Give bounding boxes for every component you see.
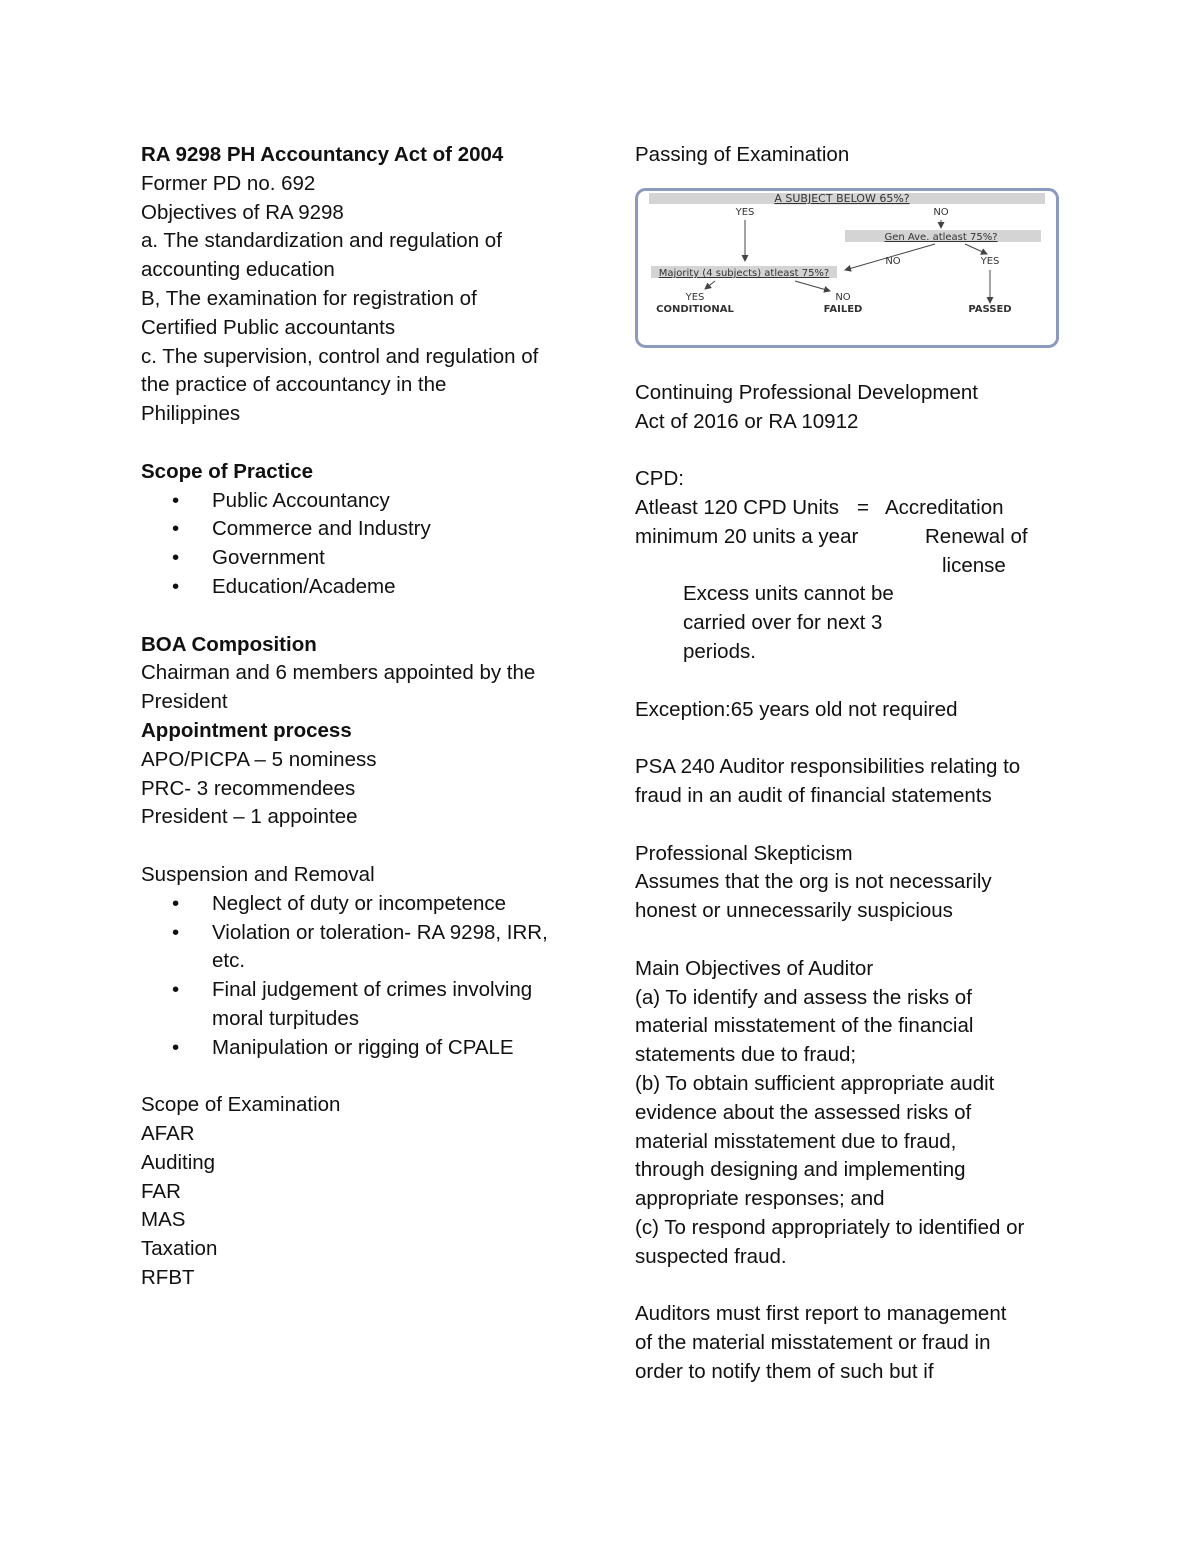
doc-title: RA 9298 PH Accountancy Act of 2004 [141,143,504,166]
q1-text: A SUBJECT BELOW 65%? [774,191,910,205]
list-item: • Education/Academe [141,573,581,602]
psa-line-2: fraud in an audit of financial statements [635,783,992,807]
outcome-failed: FAILED [823,303,863,315]
exam-subject: FAR [141,1179,181,1203]
list-item: • Neglect of duty or incompetence [141,890,581,919]
list-item: • Manipulation or rigging of CPALE [141,1034,581,1063]
skepticism-heading: Professional Skepticism [635,841,853,865]
q3-yes: YES [685,291,705,303]
appointment-item: PRC- 3 recommendees [141,776,356,800]
cpd-accreditation: Accreditation [885,495,1004,519]
flowchart-svg [635,188,1059,348]
exception-text: Exception:65 years old not required [635,697,958,721]
q2-text: Gen Ave. atleast 75%? [884,231,998,243]
cpd-renewal-1: Renewal of [925,524,1028,548]
psa-line-1: PSA 240 Auditor responsibilities relating to [635,755,1021,779]
scope-practice-list [141,487,581,602]
list-item: • Commerce and Industry [141,515,581,544]
cpd-excess-note: Excess units cannot be carried over for next 3 periods. [683,582,894,663]
q3-text: Majority (4 subjects) atleast 75%? [658,267,830,279]
cpd-equals: = [857,495,869,519]
suspension-heading: Suspension and Removal [141,862,375,886]
scope-practice-heading: Scope of Practice [141,459,314,483]
objective-b: B, The examination for registration of Certified Public accountants [141,286,477,339]
cpd-row-units [635,494,1075,523]
main-objectives-text: (a) To identify and assess the risks of material misstatement of the financial statements due to fraud; (b) To obtain sufficient appropriate audit evidence about the assessed risks of material misstatement due to fraud, through designing and implementing appropriate responses; and (c) To respond appropriately to identified or suspected fraud. [635,985,1025,1268]
exam-subject: MAS [141,1208,186,1232]
list-item: • Government [141,544,581,573]
exam-subject: AFAR [141,1122,195,1146]
q3-no: NO [835,291,851,303]
skepticism-line-1: Assumes that the org is not necessarily [635,870,992,894]
q2-no: NO [885,255,901,267]
scope-exam-heading: Scope of Examination [141,1093,341,1117]
objective-a: a. The standardization and regulation of accounting education [141,229,502,282]
objective-c: c. The supervision, control and regulation of the practice of accountancy in the Philippines [141,344,539,426]
exam-subject: RFBT [141,1266,195,1290]
suspension-list [141,890,581,1063]
outcome-passed: PASSED [968,303,1012,315]
cpd-act-2: Act of 2016 or RA 10912 [635,409,859,433]
q1-no: NO [933,206,949,218]
exam-subject: Auditing [141,1150,216,1174]
boa-text-2: President [141,690,228,714]
skepticism-line-2: honest or unnecessarily suspicious [635,899,953,923]
left-column [141,141,581,1293]
exam-subject: Taxation [141,1237,218,1261]
cpd-row-license [635,552,1075,581]
right-column [635,141,1075,1387]
appointment-item: President – 1 appointee [141,805,358,829]
appointment-heading: Appointment process [141,718,352,742]
former-pd: Former PD no. 692 [141,171,316,195]
cpd-row-min [635,523,1075,552]
cpd-label: CPD: [635,467,684,491]
boa-heading: BOA Composition [141,632,317,656]
auditors-report-text: Auditors must first report to management of the material misstatement or fraud in order to notify them of such but if [635,1302,1007,1383]
outcome-conditional: CONDITIONAL [656,303,734,315]
main-objectives-heading: Main Objectives of Auditor [635,956,874,980]
objectives-heading: Objectives of RA 9298 [141,200,344,224]
passing-flowchart [635,188,1059,348]
q1-yes: YES [735,206,755,218]
cpd-act-1: Continuing Professional Development [635,380,979,404]
passing-heading: Passing of Examination [635,143,850,166]
appointment-item: APO/PICPA – 5 nominess [141,747,377,771]
boa-text-1: Chairman and 6 members appointed by the [141,661,536,685]
list-item: • Final judgement of crimes involving moral turpitudes [141,976,581,1034]
list-item: • Public Accountancy [141,487,581,516]
cpd-units: Atleast 120 CPD Units [635,495,839,519]
cpd-min: minimum 20 units a year [635,524,859,548]
cpd-renewal-2: license [942,553,1006,577]
list-item: • Violation or toleration- RA 9298, IRR, etc. [141,919,581,977]
q2-yes: YES [980,255,1000,267]
